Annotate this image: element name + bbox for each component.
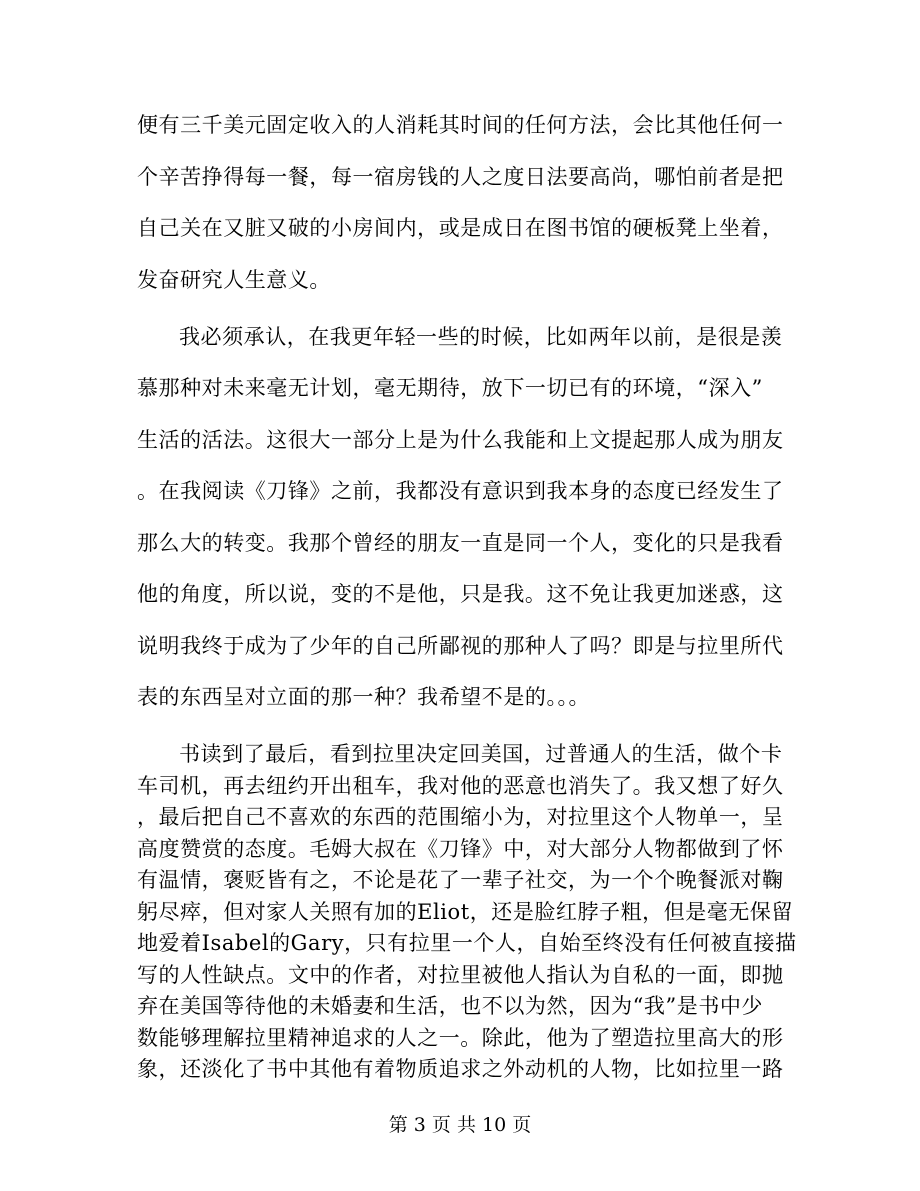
paragraph-2-line-6: 他的角度，所以说，变的不是他，只是我。这不免让我更加迷惑，这 <box>137 582 784 606</box>
paragraph-3-line-3: ，最后把自己不喜欢的东西的范围缩小为，对拉里这个人物单一，呈 <box>137 805 784 829</box>
paragraph-2-line-1: 我必须承认，在我更年轻一些的时候，比如两年以前，是很是羡 <box>179 325 783 349</box>
paragraph-3-line-7: 地爱着Isabel的Gary，只有拉里一个人，自始至终没有任何被直接描 <box>137 931 797 955</box>
paragraph-3-line-6: 躬尽瘁，但对家人关照有加的Eliot，还是脸红脖子粗，但是毫无保留 <box>137 900 793 924</box>
paragraph-2-line-2: 慕那种对未来毫无计划，毫无期待，放下一切已有的环境，“深入” <box>137 376 763 400</box>
paragraph-3-line-4: 高度赞赏的态度。毛姆大叔在《刀锋》中，对大部分人物都做到了怀 <box>137 837 784 861</box>
page-number-footer <box>0 1111 920 1139</box>
page-number-label: 第 3 页 共 10 页 <box>388 1114 532 1136</box>
paragraph-3-line-10: 数能够理解拉里精神追求的人之一。除此，他为了塑造拉里高大的形 <box>137 1026 784 1050</box>
paragraph-3-line-11: 象，还淡化了书中其他有着物质追求之外动机的人物，比如拉里一路 <box>137 1057 784 1081</box>
paragraph-3-line-5: 有温情，褒贬皆有之，不论是花了一辈子社交，为一个个晚餐派对鞠 <box>137 868 784 892</box>
paragraph-1-line-2: 个辛苦挣得每一餐，每一宿房钱的人之度日法要高尚，哪怕前者是把 <box>137 165 784 189</box>
paragraph-2-line-7: 说明我终于成为了少年的自己所鄙视的那种人了吗？即是与拉里所代 <box>137 634 784 658</box>
paragraph-3-line-9: 弃在美国等待他的未婚妻和生活，也不以为然，因为“我”是书中少 <box>137 994 763 1018</box>
paragraph-2-line-3: 生活的活法。这很大一部分上是为什么我能和上文提起那人成为朋友 <box>137 428 784 452</box>
paragraph-1-line-4: 发奋研究人生意义。 <box>137 268 331 292</box>
paragraph-2-line-8: 表的东西呈对立面的那一种？我希望不是的。。。 <box>137 685 591 709</box>
paragraph-3-line-1: 书读到了最后，看到拉里决定回美国，过普通人的生活，做个卡 <box>179 742 783 766</box>
paragraph-3-line-8: 写的人性缺点。文中的作者，对拉里被他人指认为自私的一面，即抛 <box>137 963 784 987</box>
paragraph-2-line-5: 那么大的转变。我那个曾经的朋友一直是同一个人，变化的只是我看 <box>137 531 784 555</box>
paragraph-3-line-2: 车司机，再去纽约开出租车，我对他的恶意也消失了。我又想了好久 <box>137 774 784 798</box>
paragraph-2-line-4: 。在我阅读《刀锋》之前，我都没有意识到我本身的态度已经发生了 <box>137 479 784 503</box>
paragraph-1-line-3: 自己关在又脏又破的小房间内，或是成日在图书馆的硬板凳上坐着， <box>137 216 784 240</box>
paragraph-1-line-1: 便有三千美元固定收入的人消耗其时间的任何方法，会比其他任何一 <box>137 113 784 137</box>
